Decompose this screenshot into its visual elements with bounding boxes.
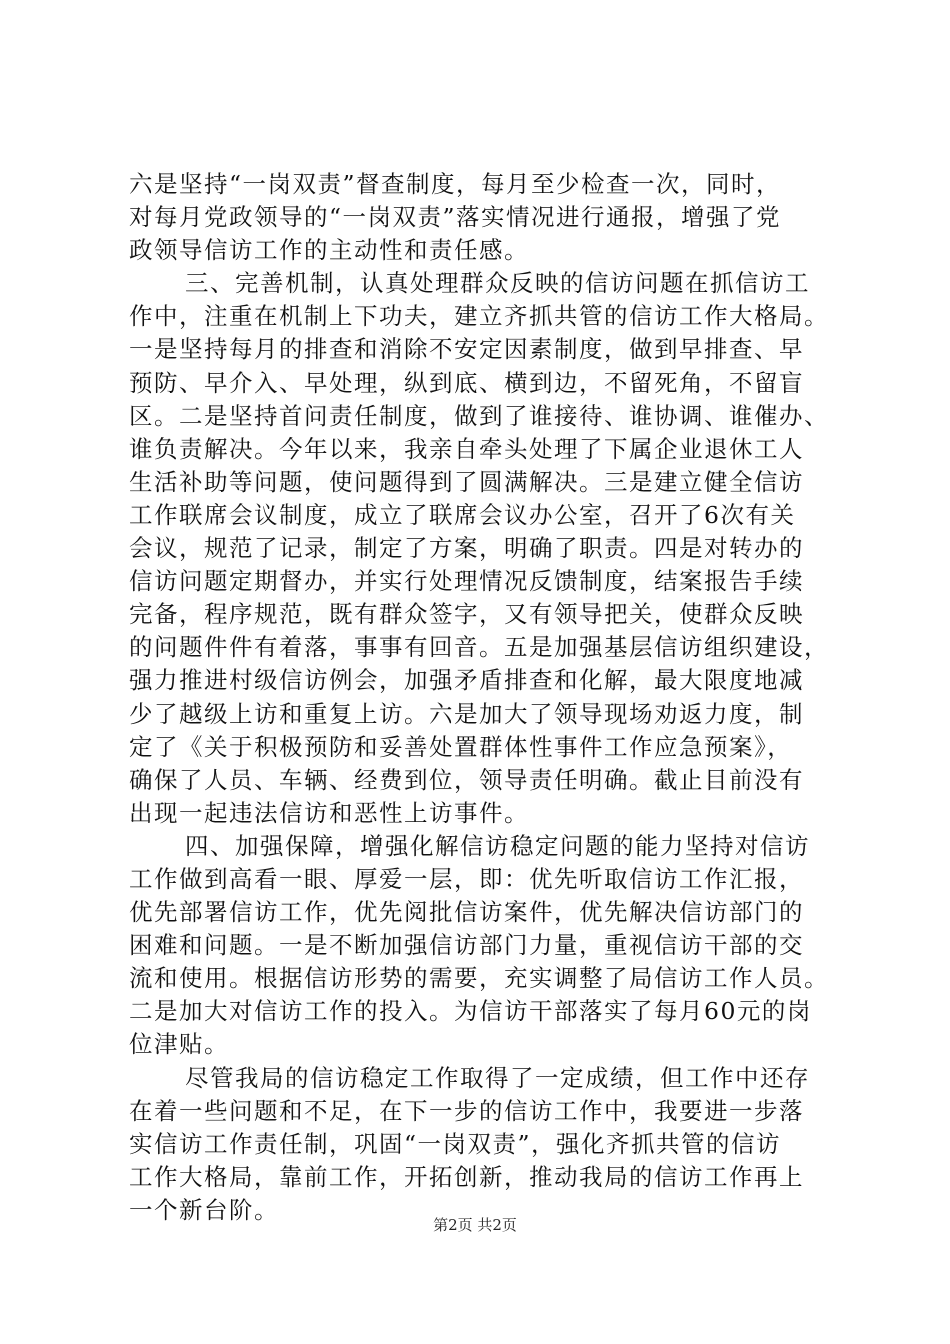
- text-line: 信访问题定期督办，并实行处理情况反馈制度，结案报告手续: [129, 567, 804, 596]
- text-line: 确保了人员、车辆、经费到位，领导责任明确。截止目前没有: [129, 765, 804, 794]
- section-heading-line: 三、完善机制，认真处理群众反映的信访问题在抓信访工: [185, 269, 810, 298]
- text-line: 作中，注重在机制上下功夫，建立齐抓共管的信访工作大格局。: [129, 302, 829, 331]
- text-line: 强力推进村级信访例会，加强矛盾排查和化解，最大限度地减: [129, 666, 804, 695]
- text-line: 实信访工作责任制，巩固“一岗双责”，强化齐抓共管的信访: [129, 1129, 782, 1158]
- text-line: 流和使用。根据信访形势的需要，充实调整了局信访工作人员。: [129, 964, 829, 993]
- document-body: [129, 168, 841, 1227]
- text-line: 少了越级上访和重复上访。六是加大了领导现场劝返力度，制: [129, 699, 804, 728]
- text-line: 在着一些问题和不足，在下一步的信访工作中，我要进一步落: [129, 1096, 804, 1125]
- text-line: 一个新台阶。: [129, 1195, 279, 1224]
- text-line: 出现一起违法信访和恶性上访事件。: [129, 798, 529, 827]
- text-line: 二是加大对信访工作的投入。为信访干部落实了每月60元的岗: [129, 997, 812, 1026]
- text-line: 一是坚持每月的排查和消除不安定因素制度，做到早排查、早: [129, 335, 804, 364]
- text-line: 预防、早介入、早处理，纵到底、横到边，不留死角，不留盲: [129, 368, 804, 397]
- text-line: 困难和问题。一是不断加强信访部门力量，重视信访干部的交: [129, 931, 804, 960]
- text-line: 工作做到高看一眼、厚爱一层，即：优先听取信访工作汇报，: [129, 864, 804, 893]
- paragraph-start-line: 尽管我局的信访稳定工作取得了一定成绩，但工作中还存: [185, 1063, 810, 1092]
- text-line: 区。二是坚持首问责任制度，做到了谁接待、谁协调、谁催办、: [129, 401, 829, 430]
- text-line: 的问题件件有着落，事事有回音。五是加强基层信访组织建设，: [129, 633, 829, 662]
- section-heading-line: 四、加强保障，增强化解信访稳定问题的能力坚持对信访: [185, 831, 810, 860]
- text-line: 工作大格局，靠前工作，开拓创新，推动我局的信访工作再上: [129, 1162, 804, 1191]
- text-line: 谁负责解决。今年以来，我亲自牵头处理了下属企业退休工人: [129, 434, 804, 463]
- text-line: 工作联席会议制度，成立了联席会议办公室，召开了6次有关: [129, 500, 796, 529]
- text-line: 完备，程序规范，既有群众签字，又有领导把关，使群众反映: [129, 600, 804, 629]
- text-line: 优先部署信访工作，优先阅批信访案件，优先解决信访部门的: [129, 898, 804, 927]
- text-line: 六是坚持“一岗双责”督查制度，每月至少检查一次，同时，: [129, 170, 782, 198]
- text-line: 定了《关于积极预防和妥善处置群体性事件工作应急预案》，: [129, 732, 793, 761]
- text-line: 位津贴。: [129, 1030, 229, 1059]
- text-line: 政领导信访工作的主动性和责任感。: [129, 236, 529, 265]
- text-line: 对每月党政领导的“一岗双责”落实情况进行通报，增强了党: [129, 203, 782, 232]
- text-line: 会议，规范了记录，制定了方案，明确了职责。四是对转办的: [129, 534, 804, 563]
- text-line: 生活补助等问题，使问题得到了圆满解决。三是建立健全信访: [129, 467, 804, 496]
- page-number-footer: 第2页 共2页: [433, 1216, 517, 1234]
